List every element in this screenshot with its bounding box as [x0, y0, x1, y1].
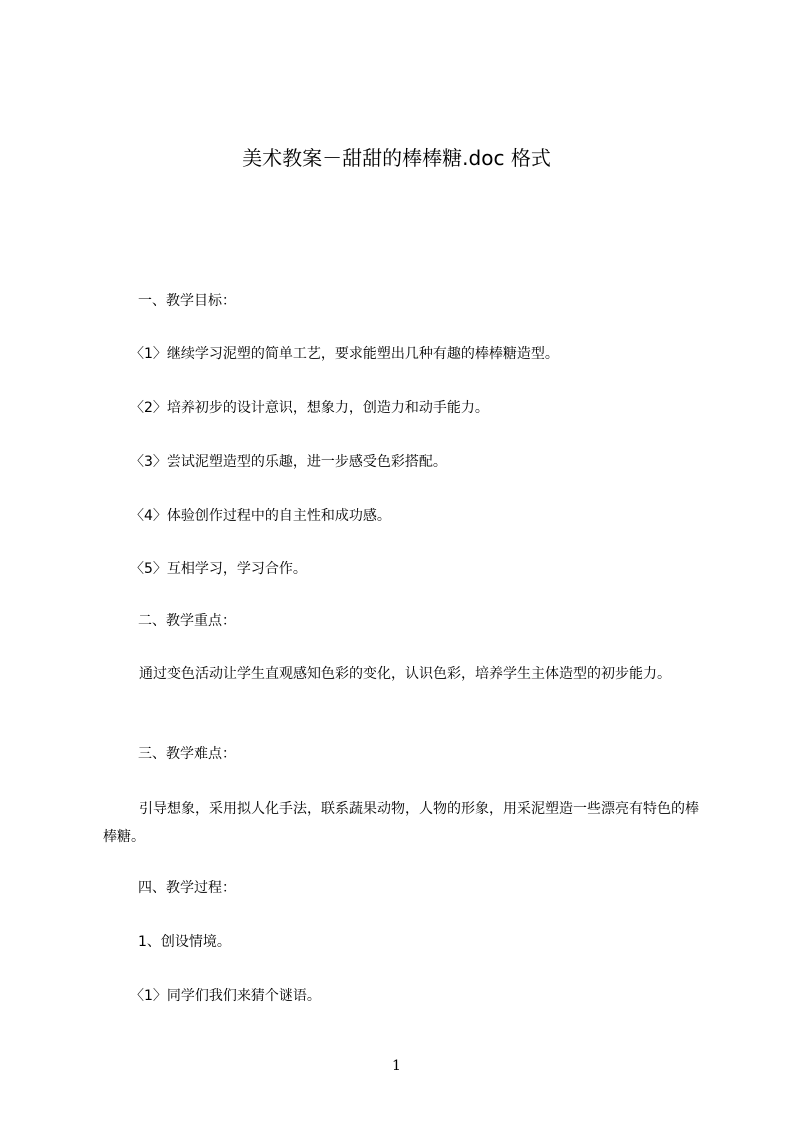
goal-item-5: 〈5〉互相学习，学习合作。: [130, 561, 307, 577]
goals-heading: 一、教学目标：: [138, 293, 236, 309]
goal-item-3: 〈3〉尝试泥塑造型的乐趣，进一步感受色彩搭配。: [130, 454, 447, 470]
process-heading: 四、教学过程：: [138, 880, 236, 896]
goal-item-1: 〈1〉继续学习泥塑的简单工艺，要求能塑出几种有趣的棒棒糖造型。: [130, 346, 559, 362]
page-number: 1: [392, 1058, 401, 1074]
difficulties-heading: 三、教学难点：: [138, 746, 236, 762]
goal-item-2: 〈2〉培养初步的设计意识，想象力，创造力和动手能力。: [130, 400, 489, 416]
process-step-1-1: 〈1〉同学们我们来猜个谜语。: [130, 988, 321, 1004]
goal-item-4: 〈4〉体验创作过程中的自主性和成功感。: [130, 508, 391, 524]
difficulties-paragraph: 引导想象，采用拟人化手法，联系蔬果动物，人物的形象，用采泥塑造一些漂亮有特色的棒棒糖。: [103, 801, 699, 845]
process-step-1: 1、创设情境。: [138, 934, 231, 950]
document-title: 美术教案－甜甜的棒棒糖.doc 格式: [242, 146, 551, 170]
key-points-heading: 二、教学重点：: [138, 613, 236, 629]
key-points-paragraph: 通过变色活动让学生直观感知色彩的变化，认识色彩，培养学生主体造型的初步能力。: [139, 666, 671, 682]
